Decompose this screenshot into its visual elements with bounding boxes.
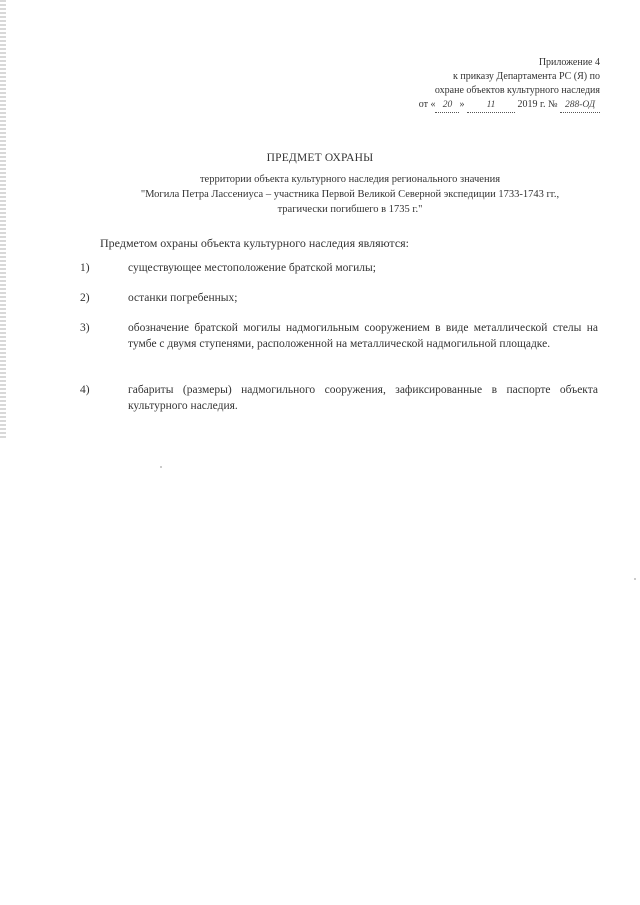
intro-paragraph: Предметом охраны объекта культурного наследия являются: xyxy=(100,236,410,250)
list-item-number: 1) xyxy=(80,262,90,274)
list-item xyxy=(80,320,598,352)
appendix-date-line xyxy=(380,98,600,113)
scan-speck xyxy=(634,578,636,580)
appendix-header xyxy=(380,56,600,113)
appendix-order-line: к приказу Департамента РС (Я) по xyxy=(452,71,600,82)
subtitle-line-3: трагически погибшего в 1735 г." xyxy=(277,204,423,215)
list-item-text: останки погребенных; xyxy=(128,292,238,304)
scan-edge xyxy=(0,0,6,440)
list-item-text: обозначение братской могилы надмогильным сооружением в виде металлической стелы на тумбе с двумя ступенями, расположенной на металлической надмогильной площадке. xyxy=(128,322,598,350)
list-item-text: существующее местоположение братской могилы; xyxy=(128,262,376,274)
appendix-label: Приложение 4 xyxy=(538,57,600,68)
date-mid: » xyxy=(459,99,465,110)
subtitle-line-1: территории объекта культурного наследия регионального значения xyxy=(199,174,501,185)
list-item-number: 4) xyxy=(80,384,90,396)
subtitle-line-2: "Могила Петра Лассениуса – участника Первой Великой Северной экспедиции 1733-1743 гг., xyxy=(140,189,560,200)
list-item-number: 2) xyxy=(80,292,90,304)
document-title: ПРЕДМЕТ ОХРАНЫ xyxy=(266,152,374,164)
date-day: 20 xyxy=(435,98,459,113)
date-month: 11 xyxy=(467,98,515,113)
appendix-department-line: охране объектов культурного наследия xyxy=(434,85,600,96)
list-item xyxy=(80,260,598,276)
scan-speck xyxy=(160,466,162,468)
list-item-number: 3) xyxy=(80,322,90,334)
list-item xyxy=(80,382,598,414)
document-subtitle xyxy=(100,172,600,217)
date-prefix: от « xyxy=(418,99,436,110)
list-item xyxy=(80,290,598,306)
order-number: 288-ОД xyxy=(560,98,600,113)
list-item-text: габариты (размеры) надмогильного сооружения, зафиксированные в паспорте объекта культурного наследия. xyxy=(128,384,598,412)
date-year: 2019 г. № xyxy=(517,99,558,110)
